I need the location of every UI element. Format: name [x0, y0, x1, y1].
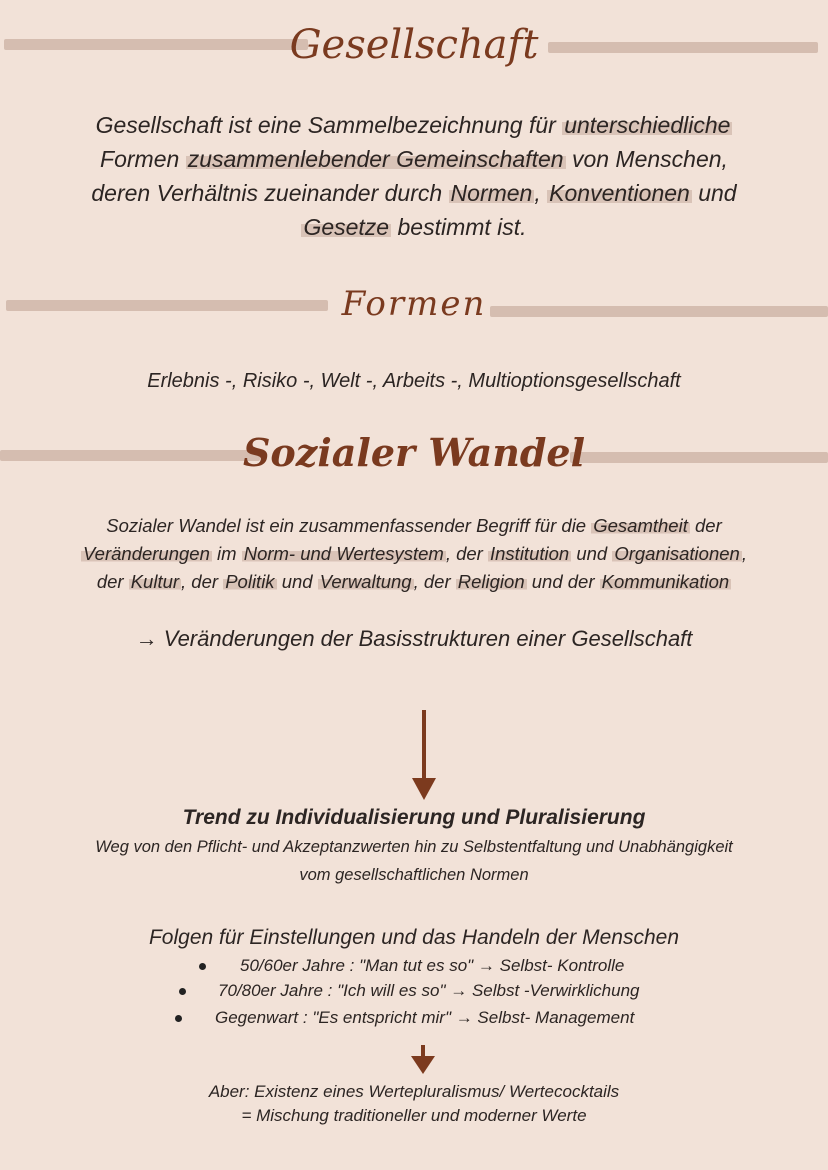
arrow-down-icon — [422, 710, 426, 780]
folgen-item: Gegenwart : "Es entspricht mir" → Selbst- Management — [215, 1008, 635, 1027]
folgen-item: 70/80er Jahre : "Ich will es so" → Selbst -Verwirklichung — [218, 981, 640, 1000]
aber-line1: Aber: Existenz eines Wertepluralismus/ Wertecocktails — [208, 1082, 620, 1101]
heading-formen: Formen — [341, 284, 487, 324]
aber-line2: = Mischung traditioneller und moderner Werte — [241, 1106, 587, 1125]
heading-gesellschaft: Gesellschaft — [289, 22, 539, 68]
folgen-title: Folgen für Einstellungen und das Handeln der Menschen — [148, 926, 679, 949]
arrowhead-icon — [411, 1056, 435, 1074]
folgen-item: 50/60er Jahre : "Man tut es so" → Selbst- Kontrolle — [240, 956, 625, 975]
heading-sozialer-wandel: Sozialer Wandel — [242, 430, 586, 475]
trend-line1: Weg von den Pflicht- und Akzeptanzwerten hin zu Selbstentfaltung und Unabhängigkeit — [95, 838, 733, 856]
trend-title: Trend zu Individualisierung und Pluralisierung — [182, 806, 646, 829]
trend-line2: vom gesellschaftlichen Normen — [299, 866, 529, 884]
wandel-consequence: → Veränderungen der Basisstrukturen einer Gesellschaft — [135, 626, 693, 651]
formen-list: Erlebnis -, Risiko -, Welt -, Arbeits -, Multioptionsgesellschaft — [147, 370, 681, 392]
wandel-definition: Sozialer Wandel ist ein zusammenfassender Begriff für die Gesamtheit der Veränderungen im Norm- und Wertesystem , der Institution und Organisationen , der Kultur , der Politik und Verwaltung , der Religion und der Kommunikation — [83, 515, 747, 592]
arrowhead-icon — [412, 778, 436, 800]
gesellschaft-definition: Gesellschaft ist eine Sammelbezeichnung für unterschiedliche Formen zusammenlebender Gemeinschaften von Menschen, deren Verhältnis zueinander durch Normen, Konventionen und Gesetze bestimmt ist. — [91, 112, 737, 240]
